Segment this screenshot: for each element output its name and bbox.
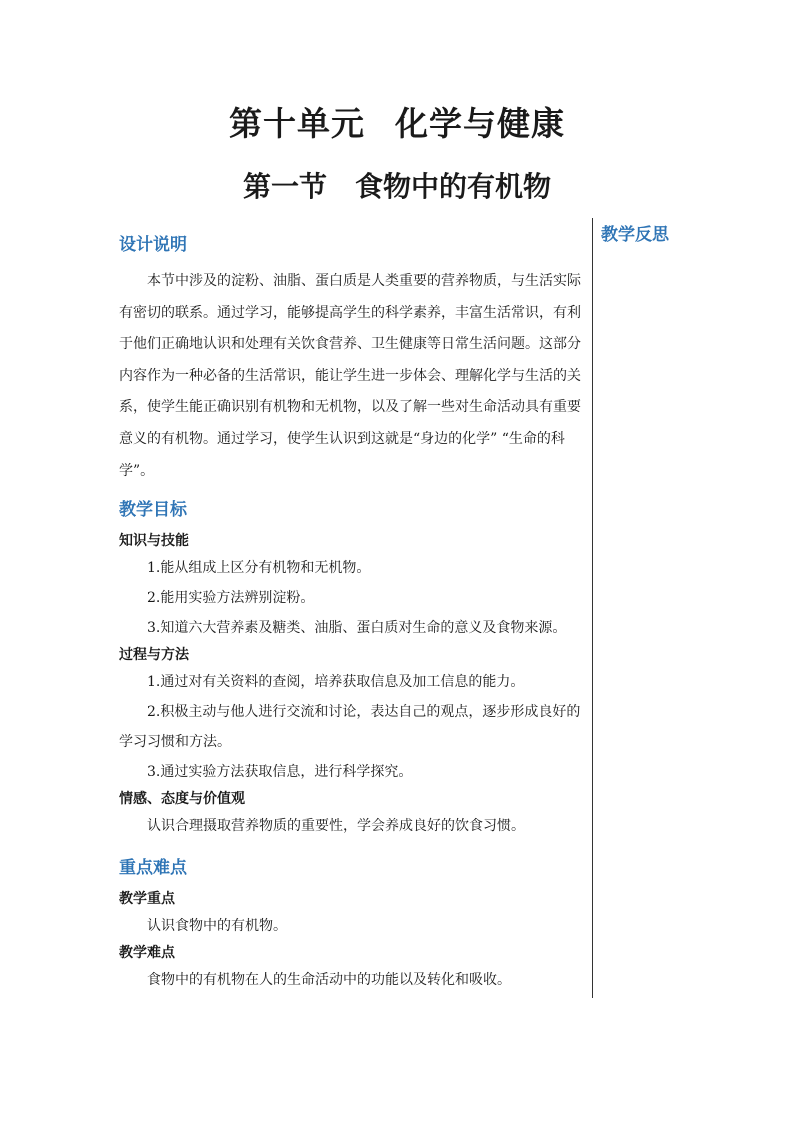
knowledge-item: 3.知道六大营养素及糖类、油脂、蛋白质对生命的意义及食物来源。 [147, 620, 567, 637]
process-heading: 过程与方法 [119, 647, 189, 664]
knowledge-heading: 知识与技能 [119, 533, 189, 550]
knowledge-item: 1.能从组成上区分有机物和无机物。 [147, 560, 371, 577]
unit-name: 化学与健康 [395, 107, 565, 143]
keypoints-heading: 重点难点 [119, 858, 187, 879]
knowledge-item: 2.能用实验方法辨别淀粉。 [147, 590, 315, 607]
design-heading: 设计说明 [119, 235, 187, 255]
column-divider [592, 218, 593, 998]
section-title [0, 165, 794, 205]
process-item: 2.积极主动与他人进行交流和讨论，表达自己的观点，逐步形成良好的学习习惯和方法。 [119, 704, 581, 751]
design-body: 本节中涉及的淀粉、油脂、蛋白质是人类重要的营养物质，与生活实际有密切的联系。通过学习，能够提高学生的科学素养，丰富生活常识，有利于他们正确地认识和处理有关饮食营养、卫生健康等日常生活问题。这部分内容作为一种必备的生活常识，能让学生进一步体会、理解化学与生活的关系，使学生能正确识别有机物和无机物，以及了解一些对生命活动具有重要意义的有机物。通过学习，使学生认识到这就是“身边的化学” “生命的科学”。 [119, 273, 581, 479]
objectives-heading: 教学目标 [119, 500, 187, 521]
focus-text: 认识食物中的有机物。 [147, 918, 287, 935]
emotion-heading: 情感、态度与价值观 [119, 791, 245, 808]
section-name: 食物中的有机物 [355, 172, 552, 203]
reflection-heading: 教学反思 [601, 225, 669, 245]
unit-title [0, 98, 794, 145]
process-item: 1.通过对有关资料的查阅，培养获取信息及加工信息的能力。 [147, 674, 525, 691]
process-item: 3.通过实验方法获取信息，进行科学探究。 [147, 764, 413, 781]
difficulty-heading: 教学难点 [119, 945, 175, 962]
difficulty-text: 食物中的有机物在人的生命活动中的功能以及转化和吸收。 [147, 972, 511, 989]
emotion-item: 认识合理摄取营养物质的重要性，学会养成良好的饮食习惯。 [147, 818, 525, 835]
focus-heading: 教学重点 [119, 891, 175, 908]
main-column [119, 232, 585, 995]
unit-number: 第十单元 [229, 107, 365, 143]
section-number: 第一节 [242, 172, 327, 203]
